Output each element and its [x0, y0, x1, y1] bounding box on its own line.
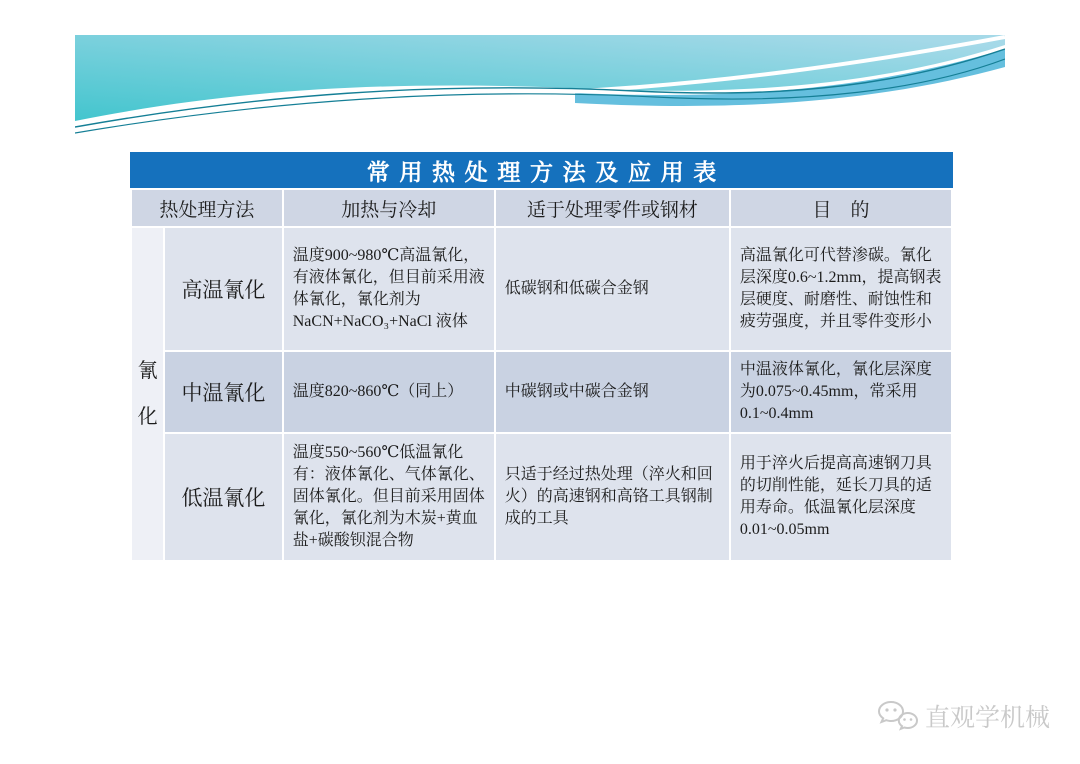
method-cell: 高温氰化 [164, 227, 283, 351]
table-title: 常用热处理方法及应用表 [130, 152, 953, 188]
table-header-row [131, 189, 952, 227]
method-cell: 中温氰化 [164, 351, 283, 433]
method-cell: 低温氰化 [164, 433, 283, 561]
header-wave-banner [75, 35, 1005, 141]
heating-cell: 温度900~980℃高温氰化，有液体氰化，但目前采用液体氰化，氰化剂为NaCN+NaCO₃+NaCl 液体 [283, 227, 495, 351]
column-header-applicable: 适于处理零件或钢材 [495, 189, 730, 227]
applicable-cell: 低碳钢和低碳合金钢 [495, 227, 730, 351]
purpose-cell: 用于淬火后提高高速钢刀具的切削性能，延长刀具的适用寿命。低温氰化层深度0.01~0.05mm [730, 433, 952, 561]
wave-graphic [75, 35, 1005, 141]
heat-treatment-table [130, 188, 953, 562]
table-row-high-temp [131, 227, 952, 351]
column-header-purpose: 目 的 [730, 189, 952, 227]
applicable-cell: 只适于经过热处理（淬火和回火）的高速钢和高铬工具钢制成的工具 [495, 433, 730, 561]
watermark [877, 698, 1050, 734]
watermark-text: 直观学机械 [924, 704, 1050, 732]
group-cell-cyaniding: 氰化 [131, 227, 164, 561]
purpose-cell: 中温液体氰化，氰化层深度为0.075~0.45mm，常采用0.1~0.4mm [730, 351, 952, 433]
column-header-heating: 加热与冷却 [283, 189, 495, 227]
table-row-mid-temp [131, 351, 952, 433]
purpose-cell: 高温氰化可代替渗碳。氰化层深度0.6~1.2mm，提高钢表层硬度、耐磨性、耐蚀性和疲劳强度，并且零件变形小 [730, 227, 952, 351]
applicable-cell: 中碳钢或中碳合金钢 [495, 351, 730, 433]
heating-cell: 温度550~560℃低温氰化有：液体氰化、气体氰化、固体氰化。但目前采用固体氰化，氰化剂为木炭+黄血盐+碳酸钡混合物 [283, 433, 495, 561]
heating-cell: 温度820~860℃（同上） [283, 351, 495, 433]
column-header-method: 热处理方法 [131, 189, 283, 227]
table-row-low-temp [131, 433, 952, 561]
wechat-icon [877, 699, 919, 733]
